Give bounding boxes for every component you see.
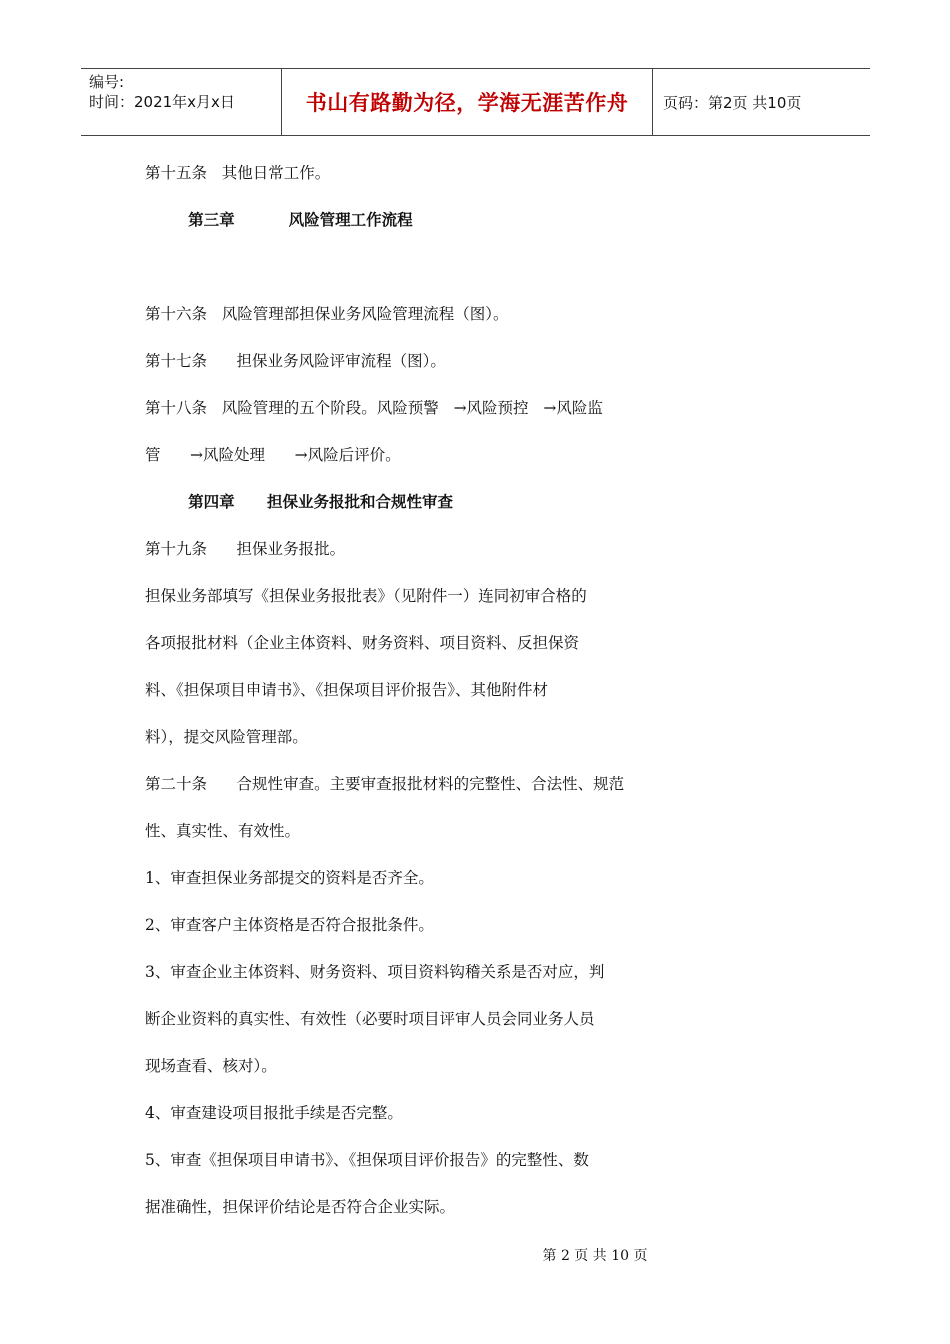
paragraph-line: 料、《担保项目申请书》、《担保项目评价报告》、其他附件材: [145, 681, 549, 699]
paragraph-line: 3、审查企业主体资料、财务资料、项目资料钩稽关系是否对应，判: [145, 963, 605, 981]
paragraph-line: 性、真实性、有效性。: [145, 822, 301, 840]
paragraph-line: 料），提交风险管理部。: [145, 728, 308, 746]
chapter-heading: 第三章 风险管理工作流程: [145, 211, 413, 229]
paragraph-line: 各项报批材料（企业主体资料、财务资料、项目资料、反担保资: [145, 634, 580, 652]
paragraph-line: 第十五条 其他日常工作。: [145, 164, 331, 182]
header-page-cell: [653, 69, 870, 135]
paragraph-line: 第十七条 担保业务风险评审流程（图）。: [145, 352, 446, 370]
paragraph-line: 第十八条 风险管理的五个阶段。风险预警 →风险预控 →风险监: [145, 399, 603, 417]
paragraph-line: 断企业资料的真实性、有效性（必要时项目评审人员会同业务人员: [145, 1010, 595, 1028]
header-page-number: 页码：第2页 共10页: [663, 93, 802, 112]
paragraph-line: 5、审查《担保项目申请书》、《担保项目评价报告》的完整性、数: [145, 1151, 589, 1169]
paragraph-line: 担保业务部填写《担保业务报批表》（见附件一）连同初审合格的: [145, 587, 587, 605]
header-motto-cell: [281, 69, 653, 135]
paragraph-line: 第二十条 合规性审查。主要审查报批材料的完整性、合法性、规范: [145, 775, 625, 793]
paragraph-line: 第十六条 风险管理部担保业务风险管理流程（图）。: [145, 305, 509, 323]
paragraph-line: 第十九条 担保业务报批。: [145, 540, 346, 558]
blank-line: [145, 244, 705, 291]
document-body: [145, 150, 705, 1231]
paragraph-line: 据准确性，担保评价结论是否符合企业实际。: [145, 1198, 456, 1216]
paragraph-line: 管 →风险处理 →风险后评价。: [145, 446, 401, 464]
page-footer: [0, 1245, 950, 1265]
document-number-label: 编号:: [89, 73, 125, 91]
page-header: [81, 68, 870, 136]
paragraph-line: 1、审查担保业务部提交的资料是否齐全。: [145, 869, 434, 887]
document-date-label: 时间：2021年x月x日: [89, 93, 235, 111]
paragraph-line: 4、审查建设项目报批手续是否完整。: [145, 1104, 403, 1122]
paragraph-line: 2、审查客户主体资格是否符合报批条件。: [145, 916, 434, 934]
paragraph-line: 现场查看、核对）。: [145, 1057, 277, 1075]
chapter-heading: 第四章 担保业务报批和合规性审查: [145, 493, 454, 511]
footer-page-number: 第 2 页 共 10 页: [542, 1248, 648, 1264]
header-meta: [81, 69, 281, 135]
header-motto: 书山有路勤为径，学海无涯苦作舟: [305, 91, 629, 115]
